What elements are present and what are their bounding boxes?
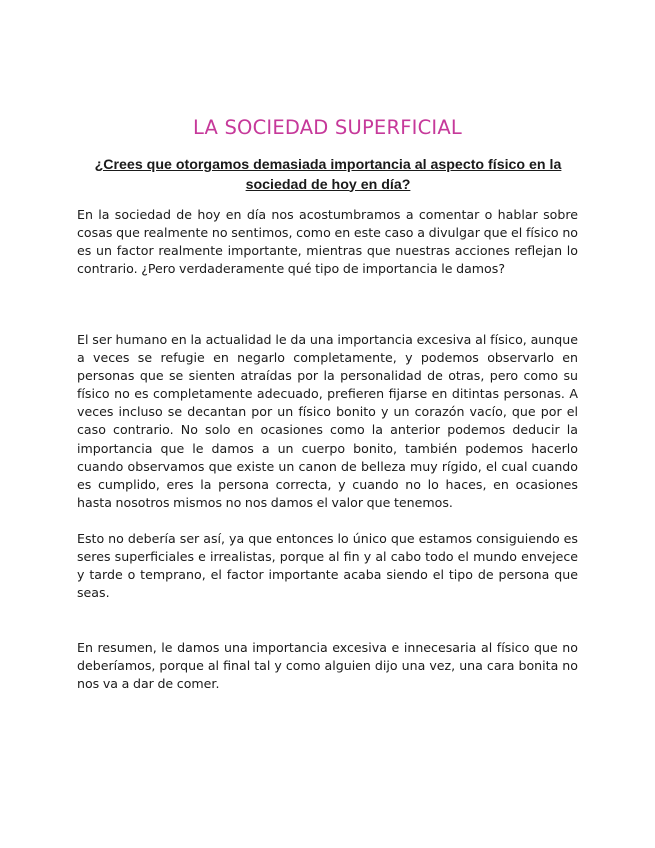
document-subtitle-question: ¿Crees que otorgamos demasiada importancia al aspecto físico en la sociedad de hoy en día? <box>94 157 562 193</box>
document-title: LA SOCIEDAD SUPERFICIAL <box>193 116 462 139</box>
paragraph-introduction: En la sociedad de hoy en día nos acostumbramos a comentar o hablar sobre cosas que realmente no sentimos, como en este caso a divulgar que el físico no es un factor realmente importante, mientras que nuestras acciones reflejan lo contrario. ¿Pero verdaderamente qué tipo de importancia le damos? <box>77 207 578 277</box>
paragraph-development: El ser humano en la actualidad le da una importancia excesiva al físico, aunque a veces se refugie en negarlo completamente, y podemos observarlo en personas que se sienten atraídas por la personalidad de otras, pero como su físico no es completamente adecuado, prefieren fijarse en ditintas personas. A veces incluso se decantan por un físico bonito y un corazón vacío, que por el caso contrario. No solo en ocasiones como la anterior podemos deducir la importancia que le damos a un cuerpo bonito, también podemos hacerlo cuando observamos que existe un canon de belleza muy rígido, el cual cuando es cumplido, eres la persona correcta, y cuando no lo haces, en ocasiones hasta nosotros mismos no nos damos el valor que tenemos. <box>77 332 578 510</box>
paragraph-opinion: Esto no debería ser así, ya que entonces lo único que estamos consiguiendo es seres superficiales e irrealistas, porque al fin y al cabo todo el mundo envejece y tarde o temprano, el factor importante acaba siendo el tipo de persona que seas. <box>77 531 578 601</box>
paragraph-conclusion: En resumen, le damos una importancia excesiva e innecesaria al físico que no deberíamos, porque al final tal y como alguien dijo una vez, una cara bonita no nos va a dar de comer. <box>77 640 578 692</box>
